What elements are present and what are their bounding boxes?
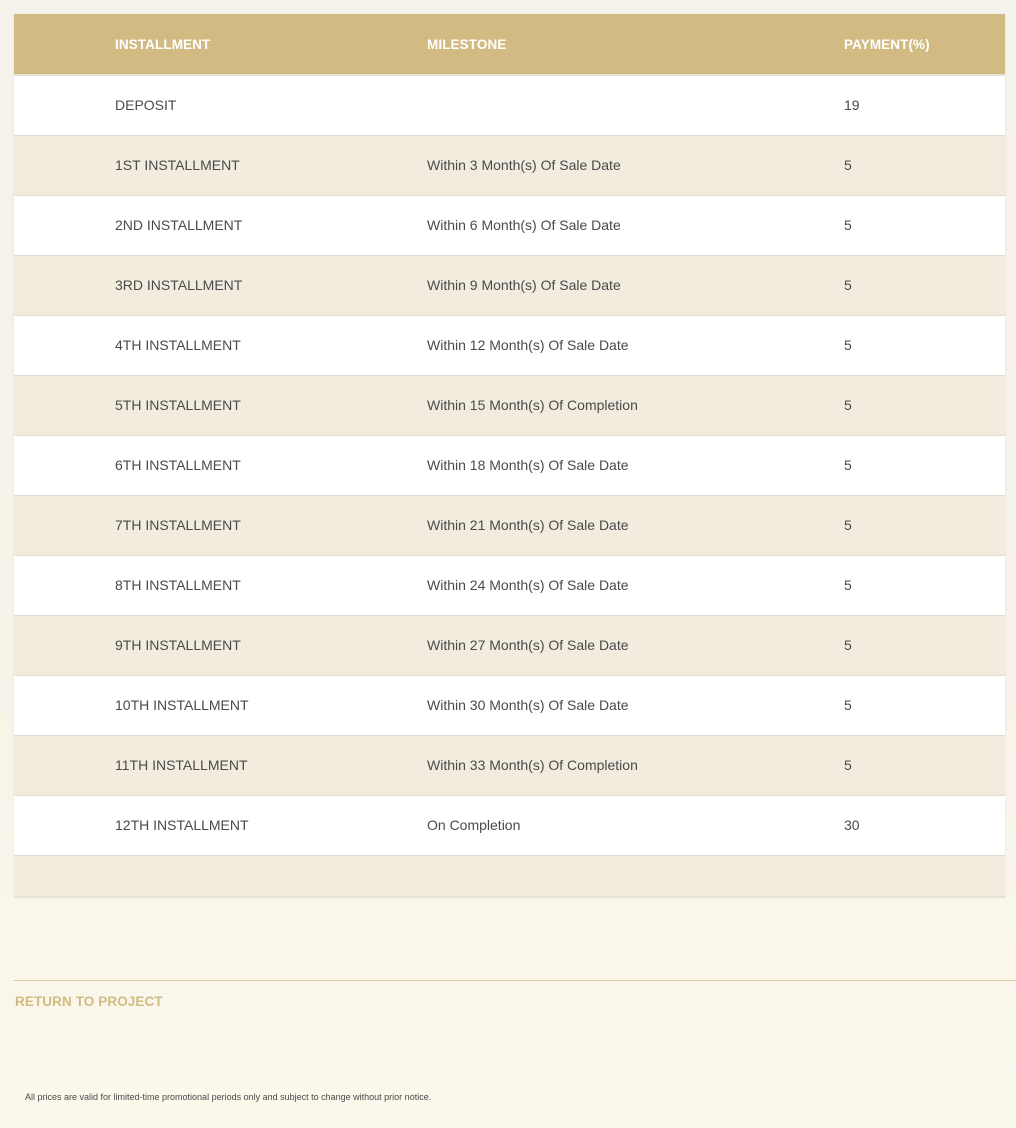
payment-cell: 5: [844, 457, 852, 473]
table-row: [14, 615, 1005, 675]
table-header-row: [14, 14, 1005, 75]
table-row: [14, 555, 1005, 615]
payment-plan-table-container: [14, 14, 1005, 897]
table-row: [14, 495, 1005, 555]
milestone-cell: Within 15 Month(s) Of Completion: [427, 397, 638, 413]
milestone-cell: Within 24 Month(s) Of Sale Date: [427, 577, 629, 593]
milestone-cell: [427, 75, 844, 135]
table-row: [14, 195, 1005, 255]
milestone-cell: Within 12 Month(s) Of Sale Date: [427, 337, 629, 353]
empty-cell: [14, 855, 427, 896]
table-row: [14, 75, 1005, 135]
payment-cell: 5: [844, 637, 852, 653]
installment-cell: 1ST INSTALLMENT: [115, 157, 240, 173]
milestone-cell: Within 21 Month(s) Of Sale Date: [427, 517, 629, 533]
installment-cell: 11TH INSTALLMENT: [115, 757, 248, 773]
installment-cell: 3RD INSTALLMENT: [115, 277, 243, 293]
installment-cell: 8TH INSTALLMENT: [115, 577, 241, 593]
empty-cell: [427, 855, 844, 896]
table-row: [14, 135, 1005, 195]
milestone-cell: Within 33 Month(s) Of Completion: [427, 757, 638, 773]
installment-cell: 5TH INSTALLMENT: [115, 397, 241, 413]
milestone-cell: Within 30 Month(s) Of Sale Date: [427, 697, 629, 713]
table-row: [14, 315, 1005, 375]
table-row: [14, 675, 1005, 735]
installment-cell: 2ND INSTALLMENT: [115, 217, 243, 233]
installment-cell: DEPOSIT: [115, 97, 177, 114]
payment-cell: 5: [844, 157, 852, 173]
table-footer-row: [14, 855, 1005, 896]
payment-cell: 5: [844, 577, 852, 593]
payment-cell: 5: [844, 517, 852, 533]
payment-cell: 5: [844, 217, 852, 233]
payment-cell: 5: [844, 397, 852, 413]
payment-cell: 5: [844, 697, 852, 713]
table-row: [14, 255, 1005, 315]
table-row: [14, 795, 1005, 855]
installment-cell: 10TH INSTALLMENT: [115, 697, 249, 713]
installment-cell: 12TH INSTALLMENT: [115, 817, 249, 833]
payment-cell: 19: [844, 97, 860, 114]
payment-plan-table: [14, 14, 1005, 897]
section-divider: [14, 980, 1016, 981]
milestone-cell: Within 3 Month(s) Of Sale Date: [427, 157, 621, 173]
payment-cell: 5: [844, 757, 852, 773]
installment-cell: 4TH INSTALLMENT: [115, 337, 241, 353]
milestone-cell: Within 18 Month(s) Of Sale Date: [427, 457, 629, 473]
payment-cell: 30: [844, 817, 860, 833]
price-disclaimer: All prices are valid for limited-time promotional periods only and subject to change without prior notice.: [25, 1092, 432, 1102]
milestone-cell: Within 6 Month(s) Of Sale Date: [427, 217, 621, 233]
milestone-cell: On Completion: [427, 817, 521, 833]
table-row: [14, 735, 1005, 795]
table-row: [14, 435, 1005, 495]
payment-cell: 5: [844, 337, 852, 353]
return-to-project-link[interactable]: RETURN TO PROJECT: [15, 994, 163, 1009]
installment-column-header: INSTALLMENT: [115, 36, 211, 52]
installment-cell: 9TH INSTALLMENT: [115, 637, 241, 653]
milestone-column-header: MILESTONE: [427, 36, 507, 52]
milestone-cell: Within 27 Month(s) Of Sale Date: [427, 637, 629, 653]
table-row: [14, 375, 1005, 435]
table-header: [14, 14, 1005, 75]
table-body: [14, 75, 1005, 896]
empty-cell: [844, 855, 1005, 896]
milestone-cell: Within 9 Month(s) Of Sale Date: [427, 277, 621, 293]
installment-cell: 6TH INSTALLMENT: [115, 457, 241, 473]
payment-cell: 5: [844, 277, 852, 293]
payment-column-header: PAYMENT(%): [844, 36, 930, 52]
installment-cell: 7TH INSTALLMENT: [115, 517, 241, 533]
